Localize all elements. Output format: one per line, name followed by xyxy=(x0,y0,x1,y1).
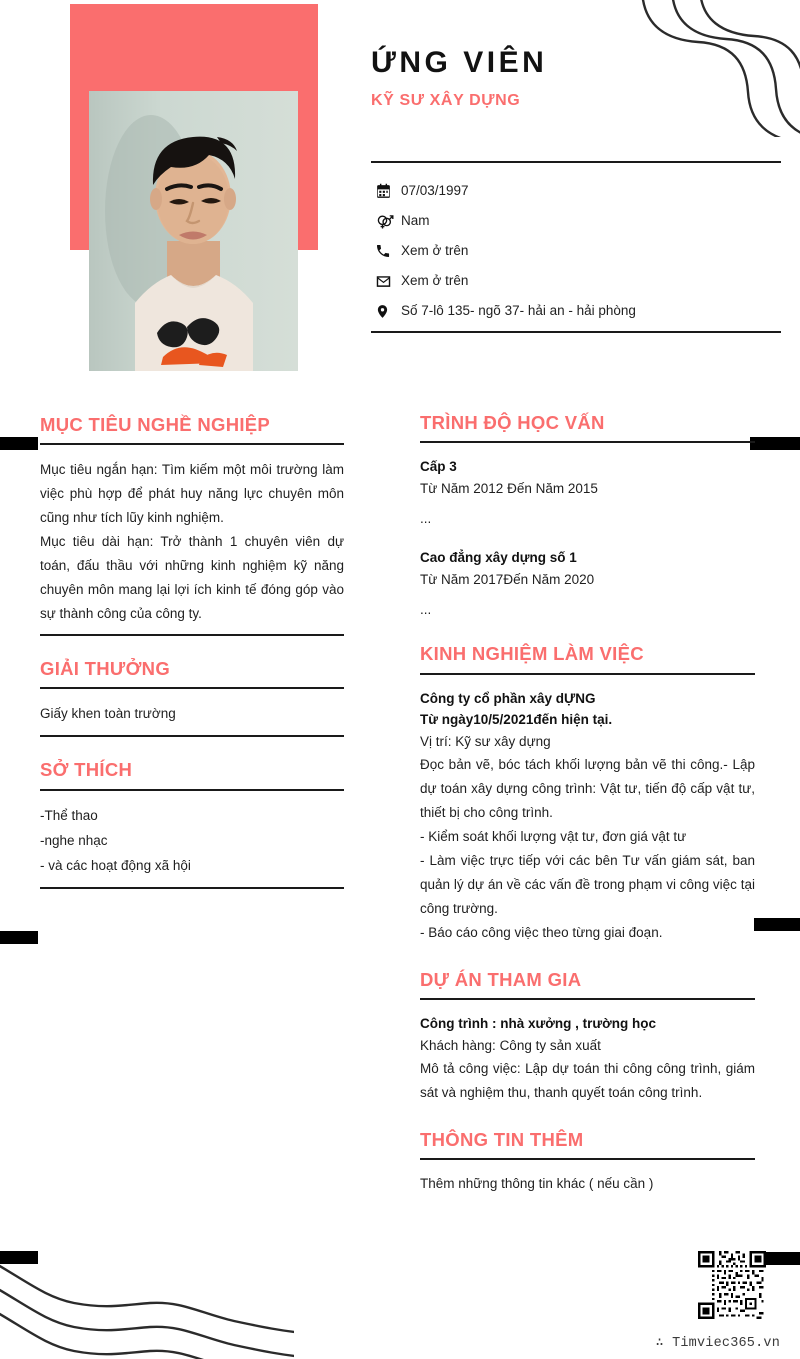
section-experience xyxy=(420,643,755,953)
phone-icon xyxy=(375,243,401,259)
section-awards-title: GIẢI THƯỞNG xyxy=(40,658,171,680)
site-brand: ∴ Timviec365.vn xyxy=(655,1336,780,1351)
contact-phone-value: Xem ở trên xyxy=(401,243,469,259)
edge-marker-right-2 xyxy=(754,918,800,931)
experience-position: Vị trí: Kỹ sư xây dựng xyxy=(420,734,551,750)
location-icon xyxy=(375,303,401,320)
avatar xyxy=(89,91,298,371)
section-education xyxy=(420,412,755,627)
education-note: ... xyxy=(420,510,432,526)
section-projects-title: DỰ ÁN THAM GIA xyxy=(420,969,582,991)
section-objective xyxy=(40,414,344,636)
section-hobbies-title: SỞ THÍCH xyxy=(40,759,133,781)
edge-marker-left-1 xyxy=(0,437,38,450)
edge-marker-left-2 xyxy=(0,931,38,944)
experience-duty: - Báo cáo công việc theo từng giai đoạn. xyxy=(420,925,663,941)
right-column xyxy=(420,412,755,1203)
section-extra-info-title: THÔNG TIN THÊM xyxy=(420,1129,584,1151)
extra-info-text: Thêm những thông tin khác ( nếu cần ) xyxy=(420,1176,654,1192)
contact-address-value: Số 7-lô 135- ngõ 37- hải an - hải phòng xyxy=(401,303,636,319)
section-projects xyxy=(420,969,755,1113)
header xyxy=(371,46,781,110)
objective-paragraph-short: Mục tiêu ngắn hạn: Tìm kiếm một môi trường làm việc phù hợp để phát huy năng lực chuyên môn cũng như tích lũy kinh nghiệm. xyxy=(40,462,344,526)
section-education-title: TRÌNH ĐỘ HỌC VẤN xyxy=(420,412,605,433)
experience-duty: Đọc bản vẽ, bóc tách khối lượng bản vẽ thi công.- Lập dự toán xây dựng công trình: Vật tư, tiến độ cấp vật tư, thiết bị cho công trình. xyxy=(420,757,755,821)
contact-address xyxy=(375,296,785,326)
gender-icon xyxy=(375,212,401,231)
education-school: Cao đẳng xây dựng số 1 xyxy=(420,549,577,565)
section-awards xyxy=(40,658,344,737)
header-divider-top xyxy=(371,161,781,163)
left-column xyxy=(40,414,344,889)
qr-code xyxy=(694,1251,770,1319)
project-description: Mô tả công việc: Lập dự toán thi công công trình, giám sát và nghiệm thu, thanh quyết toán công trình. xyxy=(420,1061,755,1101)
objective-paragraph-long: Mục tiêu dài hạn: Trở thành 1 chuyên viên dự toán, đấu thầu với những kinh nghiệm kỹ năng chuyên môn mang lại lợi ích kinh tế đóng góp vào sự thành công của công ty. xyxy=(40,534,344,622)
candidate-role: KỸ SƯ XÂY DỰNG xyxy=(371,92,521,109)
project-name: Công trình : nhà xưởng , trường học xyxy=(420,1016,656,1032)
edge-marker-right-1 xyxy=(750,437,800,450)
project-client: Khách hàng: Công ty sản xuất xyxy=(420,1038,601,1054)
education-period: Từ Năm 2012 Đến Năm 2015 xyxy=(420,481,598,497)
section-objective-title: MỤC TIÊU NGHỀ NGHIỆP xyxy=(40,414,271,435)
section-experience-title: KINH NGHIỆM LÀM VIỆC xyxy=(420,643,644,665)
email-icon xyxy=(375,273,401,290)
hobby-item: - và các hoạt động xã hội xyxy=(40,857,191,873)
header-divider-bottom xyxy=(371,331,781,333)
experience-period: Từ ngày10/5/2021đến hiện tại. xyxy=(420,712,613,728)
education-period: Từ Năm 2017Đến Năm 2020 xyxy=(420,571,595,587)
experience-duty: - Kiểm soát khối lượng vật tư, đơn giá vật tư xyxy=(420,829,687,845)
education-note: ... xyxy=(420,601,432,617)
contact-list xyxy=(375,176,785,326)
contact-gender xyxy=(375,206,785,236)
experience-duty: - Làm việc trực tiếp với các bên Tư vấn giám sát, ban quản lý dự án về các vấn đề trong phạm vi công việc tại công trường. xyxy=(420,853,755,917)
wave-decoration-bottom-left xyxy=(0,1263,294,1359)
contact-birthdate xyxy=(375,176,785,206)
section-extra-info xyxy=(420,1129,755,1203)
contact-phone xyxy=(375,236,785,266)
candidate-name: ỨNG VIÊN xyxy=(371,46,548,79)
section-hobbies xyxy=(40,759,344,888)
contact-email xyxy=(375,266,785,296)
contact-gender-value: Nam xyxy=(401,213,430,229)
award-item: Giấy khen toàn trường xyxy=(40,706,176,722)
contact-email-value: Xem ở trên xyxy=(401,273,469,289)
education-entry xyxy=(420,456,755,529)
hobby-item: -nghe nhạc xyxy=(40,832,108,848)
calendar-icon xyxy=(375,183,401,200)
education-school: Cấp 3 xyxy=(420,459,457,475)
contact-birthdate-value: 07/03/1997 xyxy=(401,183,469,199)
edge-marker-left-3 xyxy=(0,1251,38,1264)
section-hobbies-end-rule xyxy=(40,887,344,889)
education-entry xyxy=(420,547,755,620)
experience-company: Công ty cổ phần xây dỰNG xyxy=(420,690,596,706)
hobby-item: -Thể thao xyxy=(40,807,98,823)
